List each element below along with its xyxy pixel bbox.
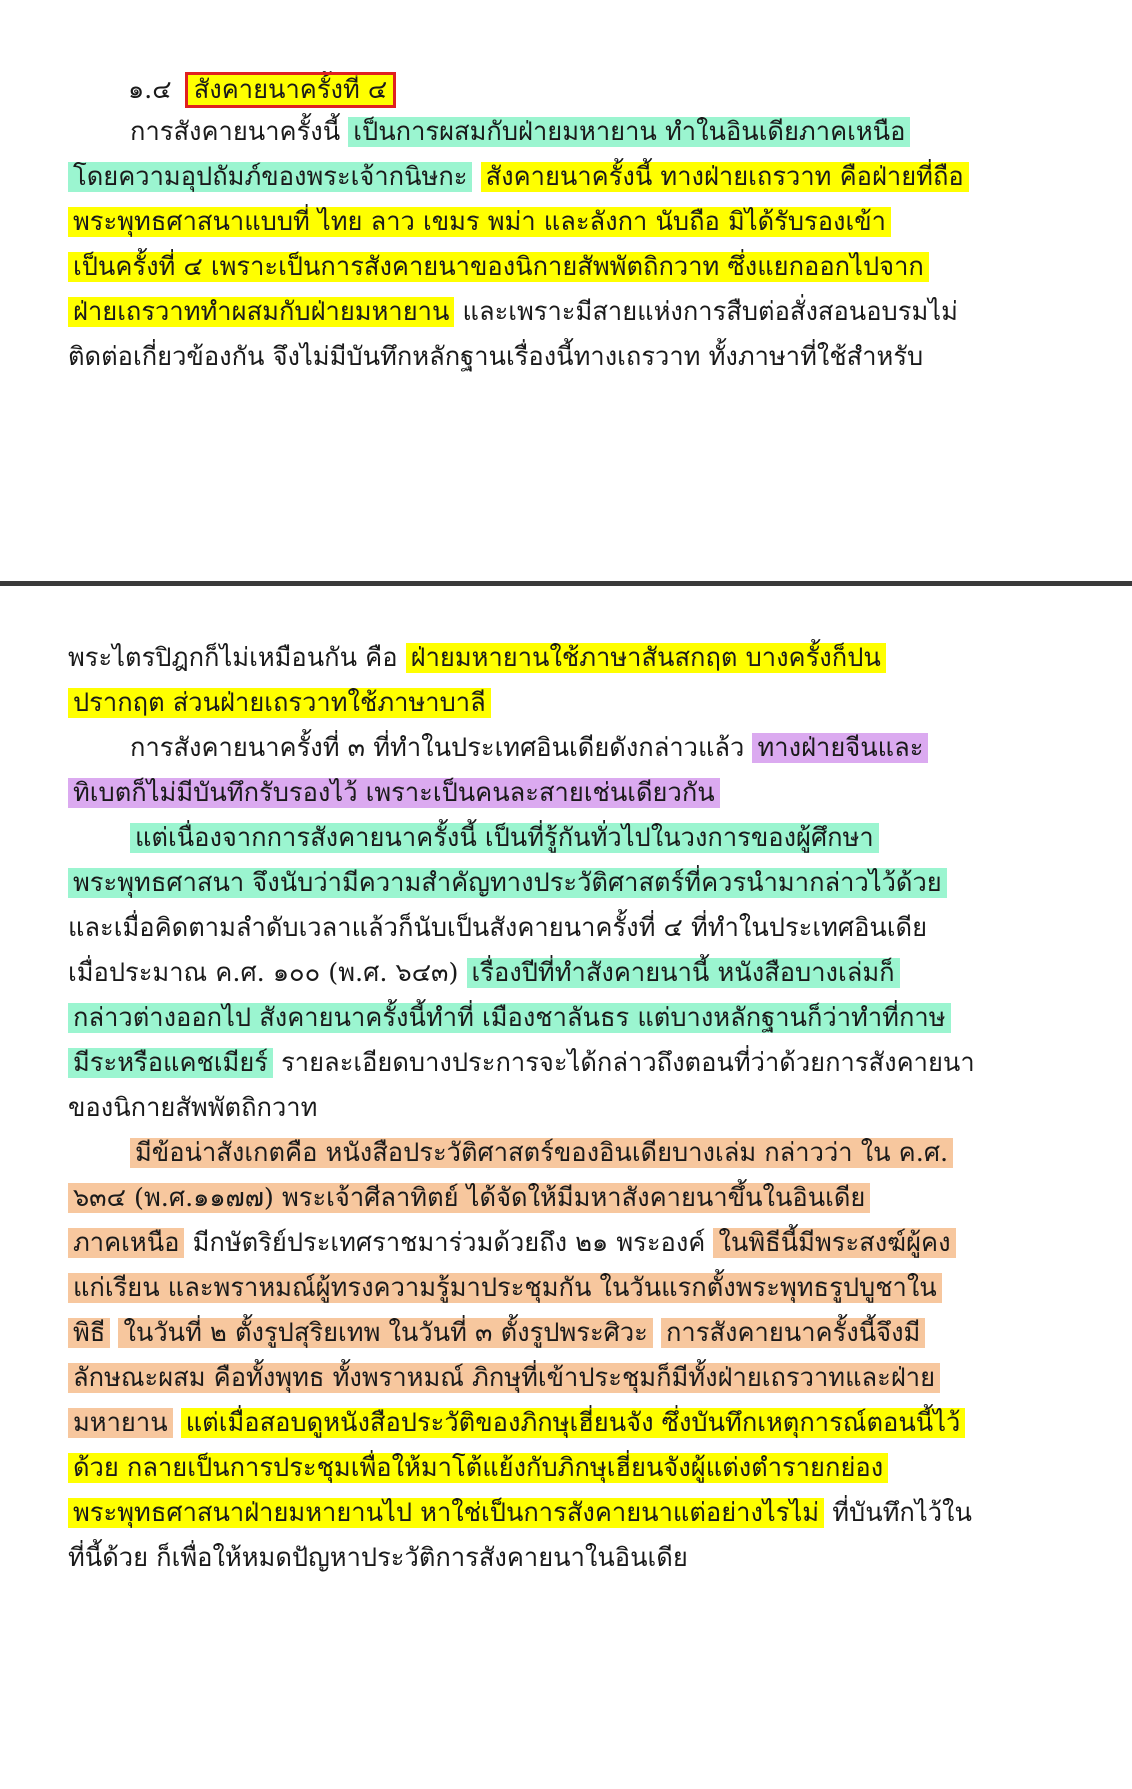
text-line xyxy=(130,728,928,768)
highlight-span: เป็นการผสมกับฝ่ายมหายาน ทำในอินเดียภาคเหนือ xyxy=(348,117,910,147)
text-line xyxy=(68,638,886,678)
text-line xyxy=(68,1448,888,1488)
text-line xyxy=(68,1178,870,1218)
highlight-span: ทิเบตก็ไม่มีบันทึกรับรองไว้ เพราะเป็นคนละสายเช่นเดียวกัน xyxy=(68,778,720,808)
text-line xyxy=(130,818,879,858)
highlight-span: มีข้อน่าสังเกตคือ หนังสือประวัติศาสตร์ของอินเดียบางเล่ม กล่าวว่า ใน ค.ศ. xyxy=(130,1138,953,1168)
highlight-span: พระพุทธศาสนาฝ่ายมหายานไป หาใช่เป็นการสังคายนาแต่อย่างไรไม่ xyxy=(68,1498,824,1528)
highlight-span: ในพิธีนี้มีพระสงฆ์ผู้คง xyxy=(713,1228,955,1258)
highlight-span: พระพุทธศาสนาแบบที่ ไทย ลาว เขมร พม่า และลังกา นับถือ มิได้รับรองเข้า xyxy=(68,207,891,237)
highlight-span: แก่เรียน และพราหมณ์ผู้ทรงความรู้มาประชุมกัน ในวันแรกตั้งพระพุทธรูปบูชาใน xyxy=(68,1273,942,1303)
highlight-span: แต่เนื่องจากการสังคายนาครั้งนี้ เป็นที่รู้กันทั่วไปในวงการของผู้ศึกษา xyxy=(130,823,879,853)
text-span: ของนิกายสัพพัตถิกวาท xyxy=(68,1093,318,1123)
highlight-span: ทางฝ่ายจีนและ xyxy=(752,733,928,763)
highlight-span: พระพุทธศาสนา จึงนับว่ามีความสำคัญทางประวัติศาสตร์ที่ควรนำมากล่าวไว้ด้วย xyxy=(68,868,947,898)
section-title: สังคายนาครั้งที่ ๔ xyxy=(188,75,394,105)
text-line xyxy=(68,683,491,723)
text-span xyxy=(653,1318,661,1348)
highlight-span: ฝ่ายมหายานใช้ภาษาสันสกฤต บางครั้งก็ปน xyxy=(406,643,886,673)
highlight-span: แต่เมื่อสอบดูหนังสือประวัติของภิกษุเฮี่ยนจัง ซึ่งบันทึกเหตุการณ์ตอนนี้ไว้ xyxy=(181,1408,966,1438)
section-number: ๑.๔ xyxy=(128,75,172,105)
text-line xyxy=(68,908,927,948)
text-line xyxy=(68,157,969,197)
text-line xyxy=(68,247,929,287)
text-span: และเพราะมีสายแห่งการสืบต่อสั่งสอนอบรมไม่ xyxy=(454,297,958,327)
text-line xyxy=(68,1538,688,1578)
highlight-span: พิธี xyxy=(68,1318,110,1348)
text-span: เมื่อประมาณ ค.ศ. ๑๐๐ (พ.ศ. ๖๔๓) xyxy=(68,958,467,988)
highlight-span: ภาคเหนือ xyxy=(68,1228,184,1258)
text-line xyxy=(68,202,891,242)
text-line xyxy=(68,953,900,993)
highlight-span: ๖๓๔ (พ.ศ.๑๑๗๗) พระเจ้าศีลาทิตย์ ได้จัดให้มีมหาสังคายนาขึ้นในอินเดีย xyxy=(68,1183,870,1213)
text-line xyxy=(68,773,720,813)
highlight-span: ฝ่ายเถรวาททำผสมกับฝ่ายมหายาน xyxy=(68,297,454,327)
highlight-span: กล่าวต่างออกไป สังคายนาครั้งนี้ทำที่ เมืองชาลันธร แต่บางหลักฐานก็ว่าทำที่กาษ xyxy=(68,1003,951,1033)
highlight-span: ในวันที่ ๒ ตั้งรูปสุริยเทพ ในวันที่ ๓ ตั้งรูปพระศิวะ xyxy=(118,1318,652,1348)
highlight-span: มหายาน xyxy=(68,1408,173,1438)
text-line xyxy=(68,1223,956,1263)
text-span: และเมื่อคิดตามลำดับเวลาแล้วก็นับเป็นสังคายนาครั้งที่ ๔ ที่ทำในประเทศอินเดีย xyxy=(68,913,928,943)
text-line xyxy=(130,1133,953,1173)
text-line xyxy=(68,1403,965,1443)
text-line xyxy=(68,1043,975,1083)
highlight-span: ด้วย กลายเป็นการประชุมเพื่อให้มาโต้แย้งกับภิกษุเฮี่ยนจังผู้แต่งตำรายกย่อง xyxy=(68,1453,888,1483)
text-line xyxy=(68,1268,942,1308)
highlight-span: มีระหรือแคชเมียร์ xyxy=(68,1048,273,1078)
highlight-span: ปรากฤต ส่วนฝ่ายเถรวาทใช้ภาษาบาลี xyxy=(68,688,491,718)
text-span: มีกษัตริย์ประเทศราชมาร่วมด้วยถึง ๒๑ พระองค์ xyxy=(184,1228,714,1258)
text-line xyxy=(68,863,947,903)
highlight-span: เรื่องปีที่ทำสังคายนานี้ หนังสือบางเล่มก็ xyxy=(467,958,900,988)
document-page-1 xyxy=(0,0,1132,580)
text-span: พระไตรปิฎกก็ไม่เหมือนกัน คือ xyxy=(68,643,406,673)
text-span xyxy=(173,1408,181,1438)
page-divider xyxy=(0,581,1132,586)
text-line xyxy=(68,337,923,377)
highlight-span: การสังคายนาครั้งนี้จึงมี xyxy=(661,1318,925,1348)
section-heading xyxy=(128,70,393,110)
text-line xyxy=(68,1088,317,1128)
text-span: รายละเอียดบางประการจะได้กล่าวถึงตอนที่ว่าด้วยการสังคายนา xyxy=(273,1048,975,1078)
text-line xyxy=(130,112,910,152)
highlight-span: โดยความอุปถัมภ์ของพระเจ้ากนิษกะ xyxy=(68,162,472,192)
text-line xyxy=(68,292,958,332)
document-page-2 xyxy=(0,590,1132,1789)
highlight-span: ลักษณะผสม คือทั้งพุทธ ทั้งพราหมณ์ ภิกษุที่เข้าประชุมก็มีทั้งฝ่ายเถรวาทและฝ่าย xyxy=(68,1363,940,1393)
text-line xyxy=(68,1493,972,1533)
highlight-span: เป็นครั้งที่ ๔ เพราะเป็นการสังคายนาของนิกายสัพพัตถิกวาท ซึ่งแยกออกไปจาก xyxy=(68,252,929,282)
text-span: ที่นี้ด้วย ก็เพื่อให้หมดปัญหาประวัติการสังคายนาในอินเดีย xyxy=(68,1543,688,1573)
text-span: ที่บันทึกไว้ใน xyxy=(824,1498,972,1528)
text-line xyxy=(68,1313,925,1353)
highlight-span: สังคายนาครั้งนี้ ทางฝ่ายเถรวาท คือฝ่ายที่ถือ xyxy=(481,162,969,192)
text-line xyxy=(68,1358,940,1398)
text-span: การสังคายนาครั้งที่ ๓ ที่ทำในประเทศอินเดียดังกล่าวแล้ว xyxy=(130,733,753,763)
text-line xyxy=(68,998,951,1038)
text-span: ติดต่อเกี่ยวข้องกัน จึงไม่มีบันทึกหลักฐานเรื่องนี้ทางเถรวาท ทั้งภาษาที่ใช้สำหรับ xyxy=(68,342,924,372)
text-span: การสังคายนาครั้งนี้ xyxy=(130,117,349,147)
